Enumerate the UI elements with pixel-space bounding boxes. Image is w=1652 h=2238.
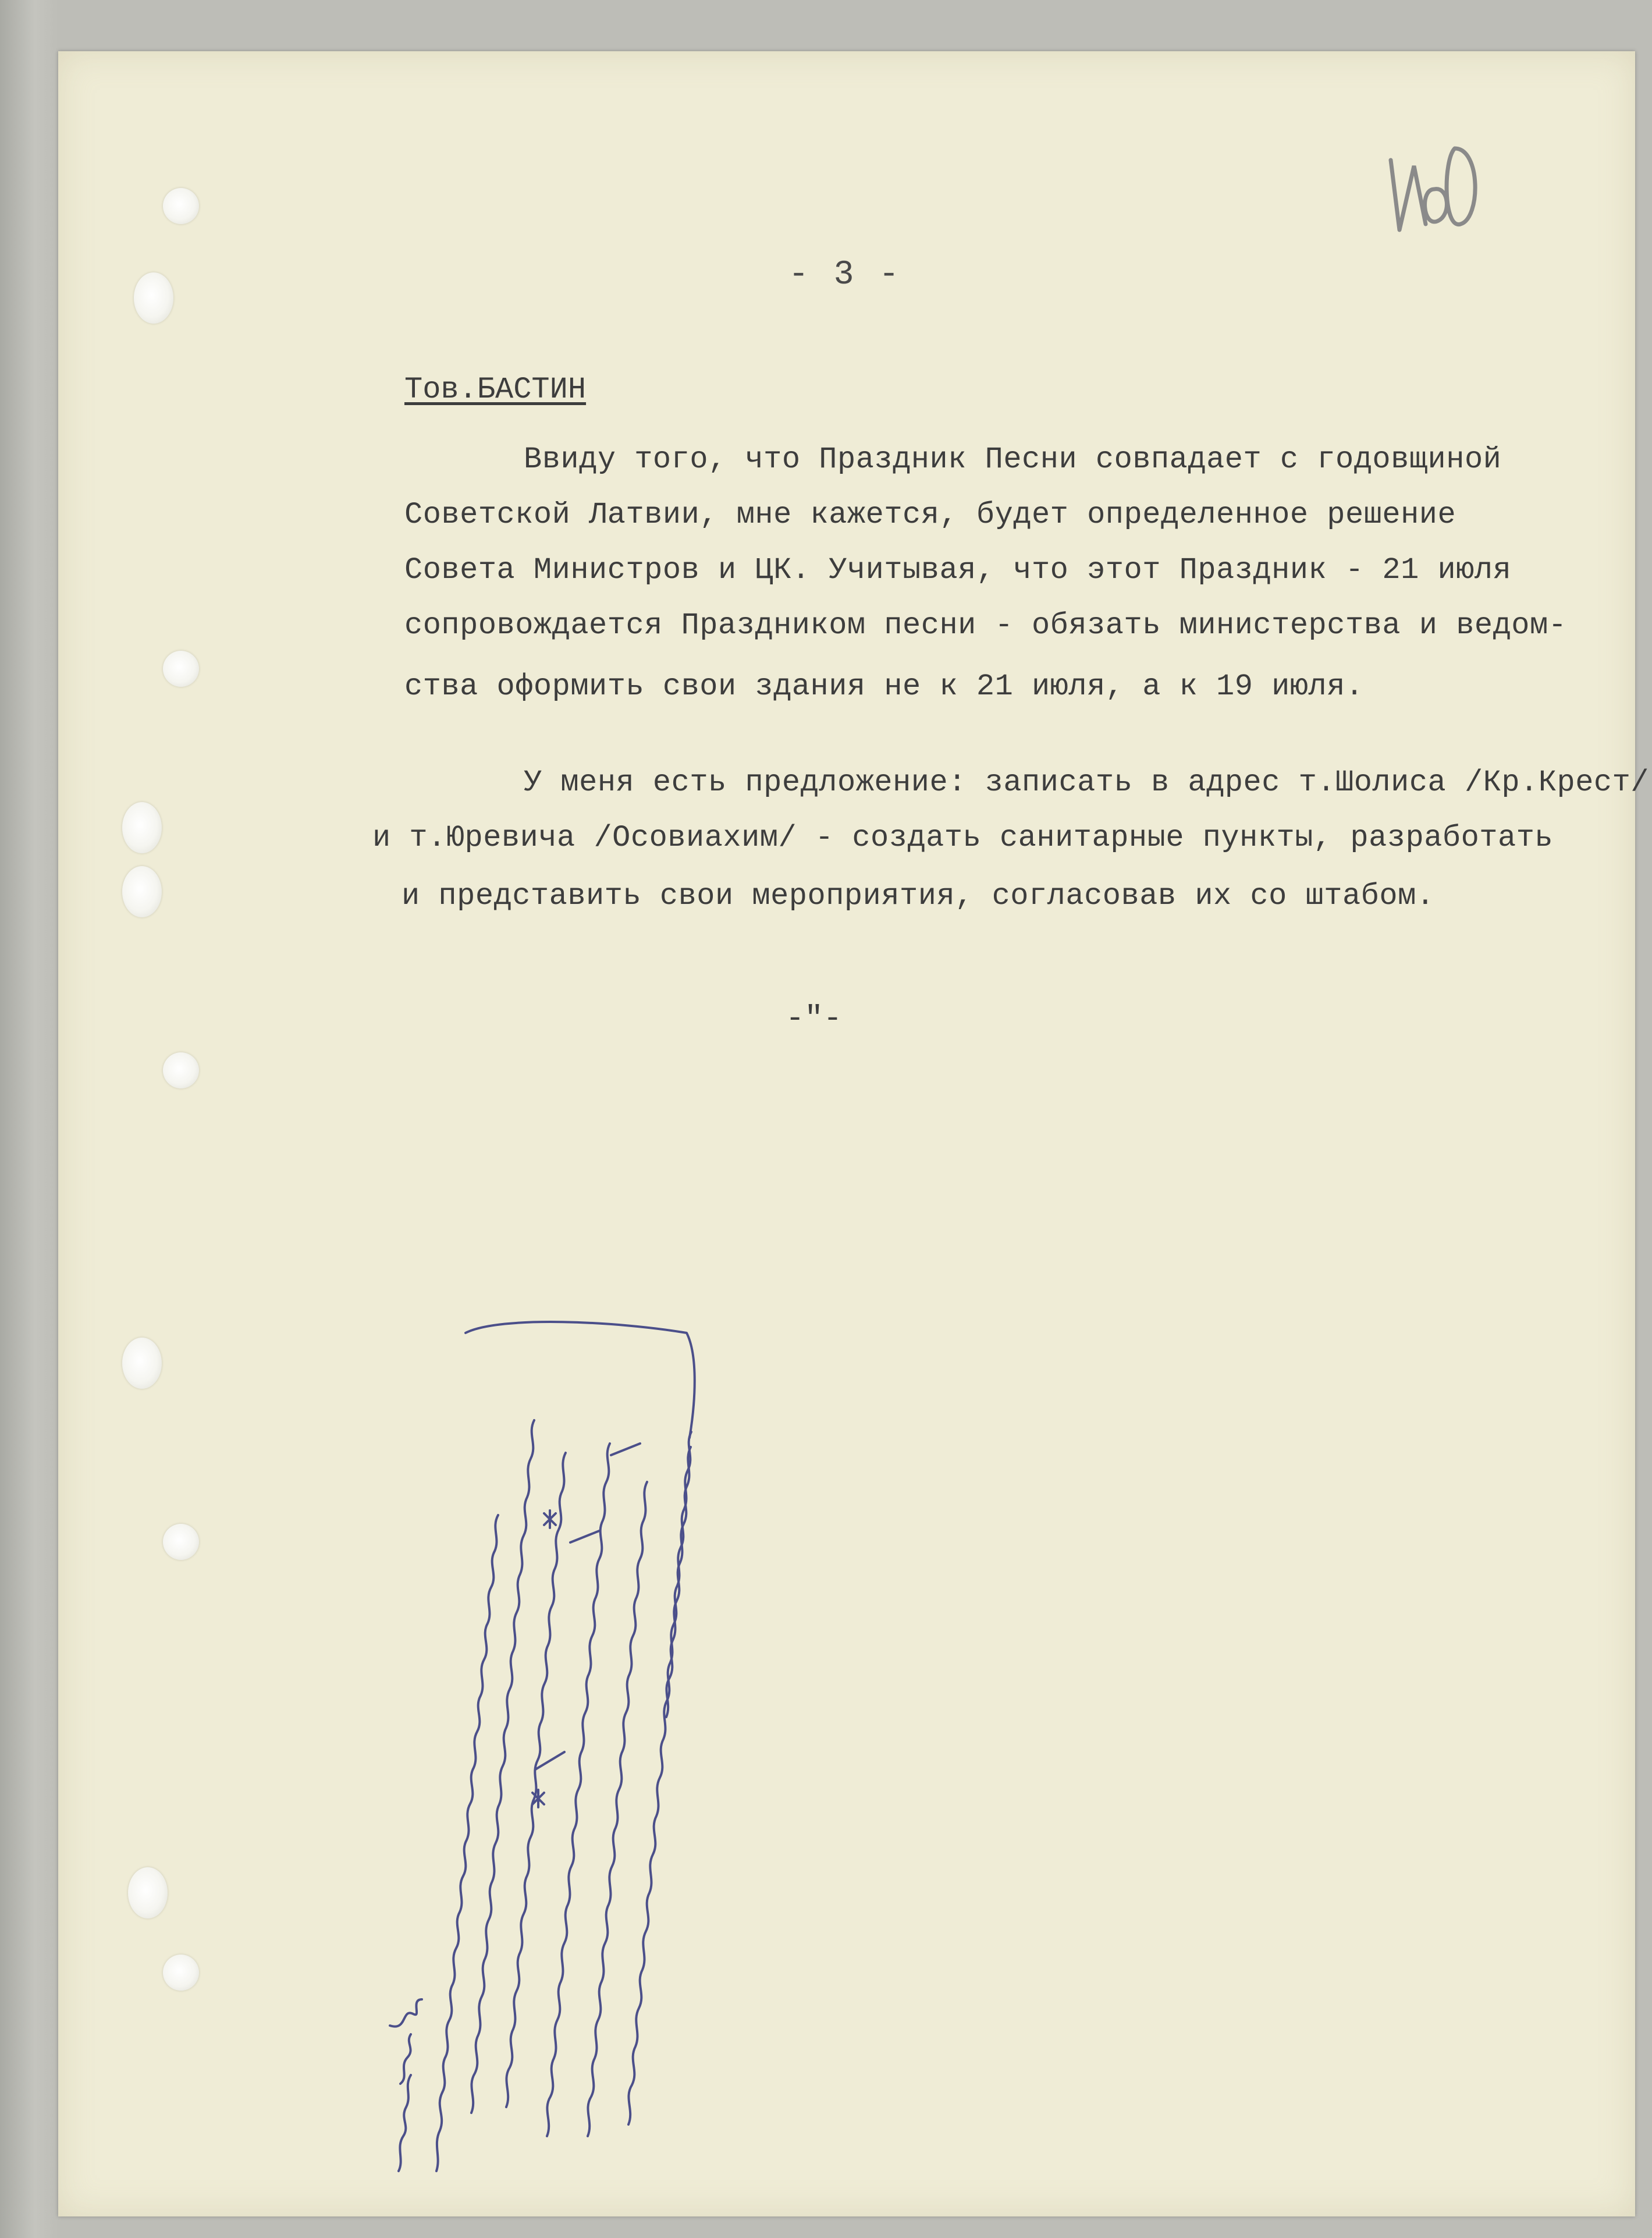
page-number: - 3 -	[788, 256, 902, 294]
paragraph-1-line-1: Ввиду того, что Праздник Песни совпадает с годовщиной	[524, 442, 1502, 477]
paragraph-2-line-2: и т.Юревича /Осовиахим/ - создать санитарные пункты, разработать	[372, 821, 1554, 855]
punch-hole-10	[163, 1955, 199, 1991]
paragraph-1-line-5: ства оформить свои здания не к 21 июля, а к 19 июля.	[404, 669, 1364, 704]
pencil-folio-mark	[1379, 125, 1490, 242]
punch-hole-9	[128, 1867, 168, 1918]
punch-hole-6	[163, 1052, 199, 1088]
handwritten-note	[372, 1310, 733, 2194]
paragraph-2-line-1: У меня есть предложение: записать в адрес т.Шолиса /Кр.Крест/	[524, 765, 1650, 800]
document-page	[58, 51, 1635, 2216]
punch-hole-5	[122, 866, 162, 917]
paragraph-1-line-3: Совета Министров и ЦК. Учитывая, что этот Праздник - 21 июля	[404, 553, 1512, 587]
punch-hole-1	[163, 188, 199, 224]
punch-hole-4	[122, 802, 162, 853]
end-mark: -"-	[786, 1001, 843, 1037]
punch-hole-3	[163, 651, 199, 687]
paragraph-2-line-3: и представить свои мероприятия, согласовав их со штабом.	[402, 879, 1435, 913]
paragraph-1-line-2: Советской Латвии, мне кажется, будет определенное решение	[404, 498, 1456, 532]
punch-hole-2	[134, 272, 173, 324]
speaker-name: Тов.БАСТИН	[404, 373, 587, 407]
paragraph-1-line-4: сопровождается Праздником песни - обязать министерства и ведом-	[404, 608, 1567, 643]
punch-hole-7	[122, 1338, 162, 1389]
punch-hole-8	[163, 1524, 199, 1560]
